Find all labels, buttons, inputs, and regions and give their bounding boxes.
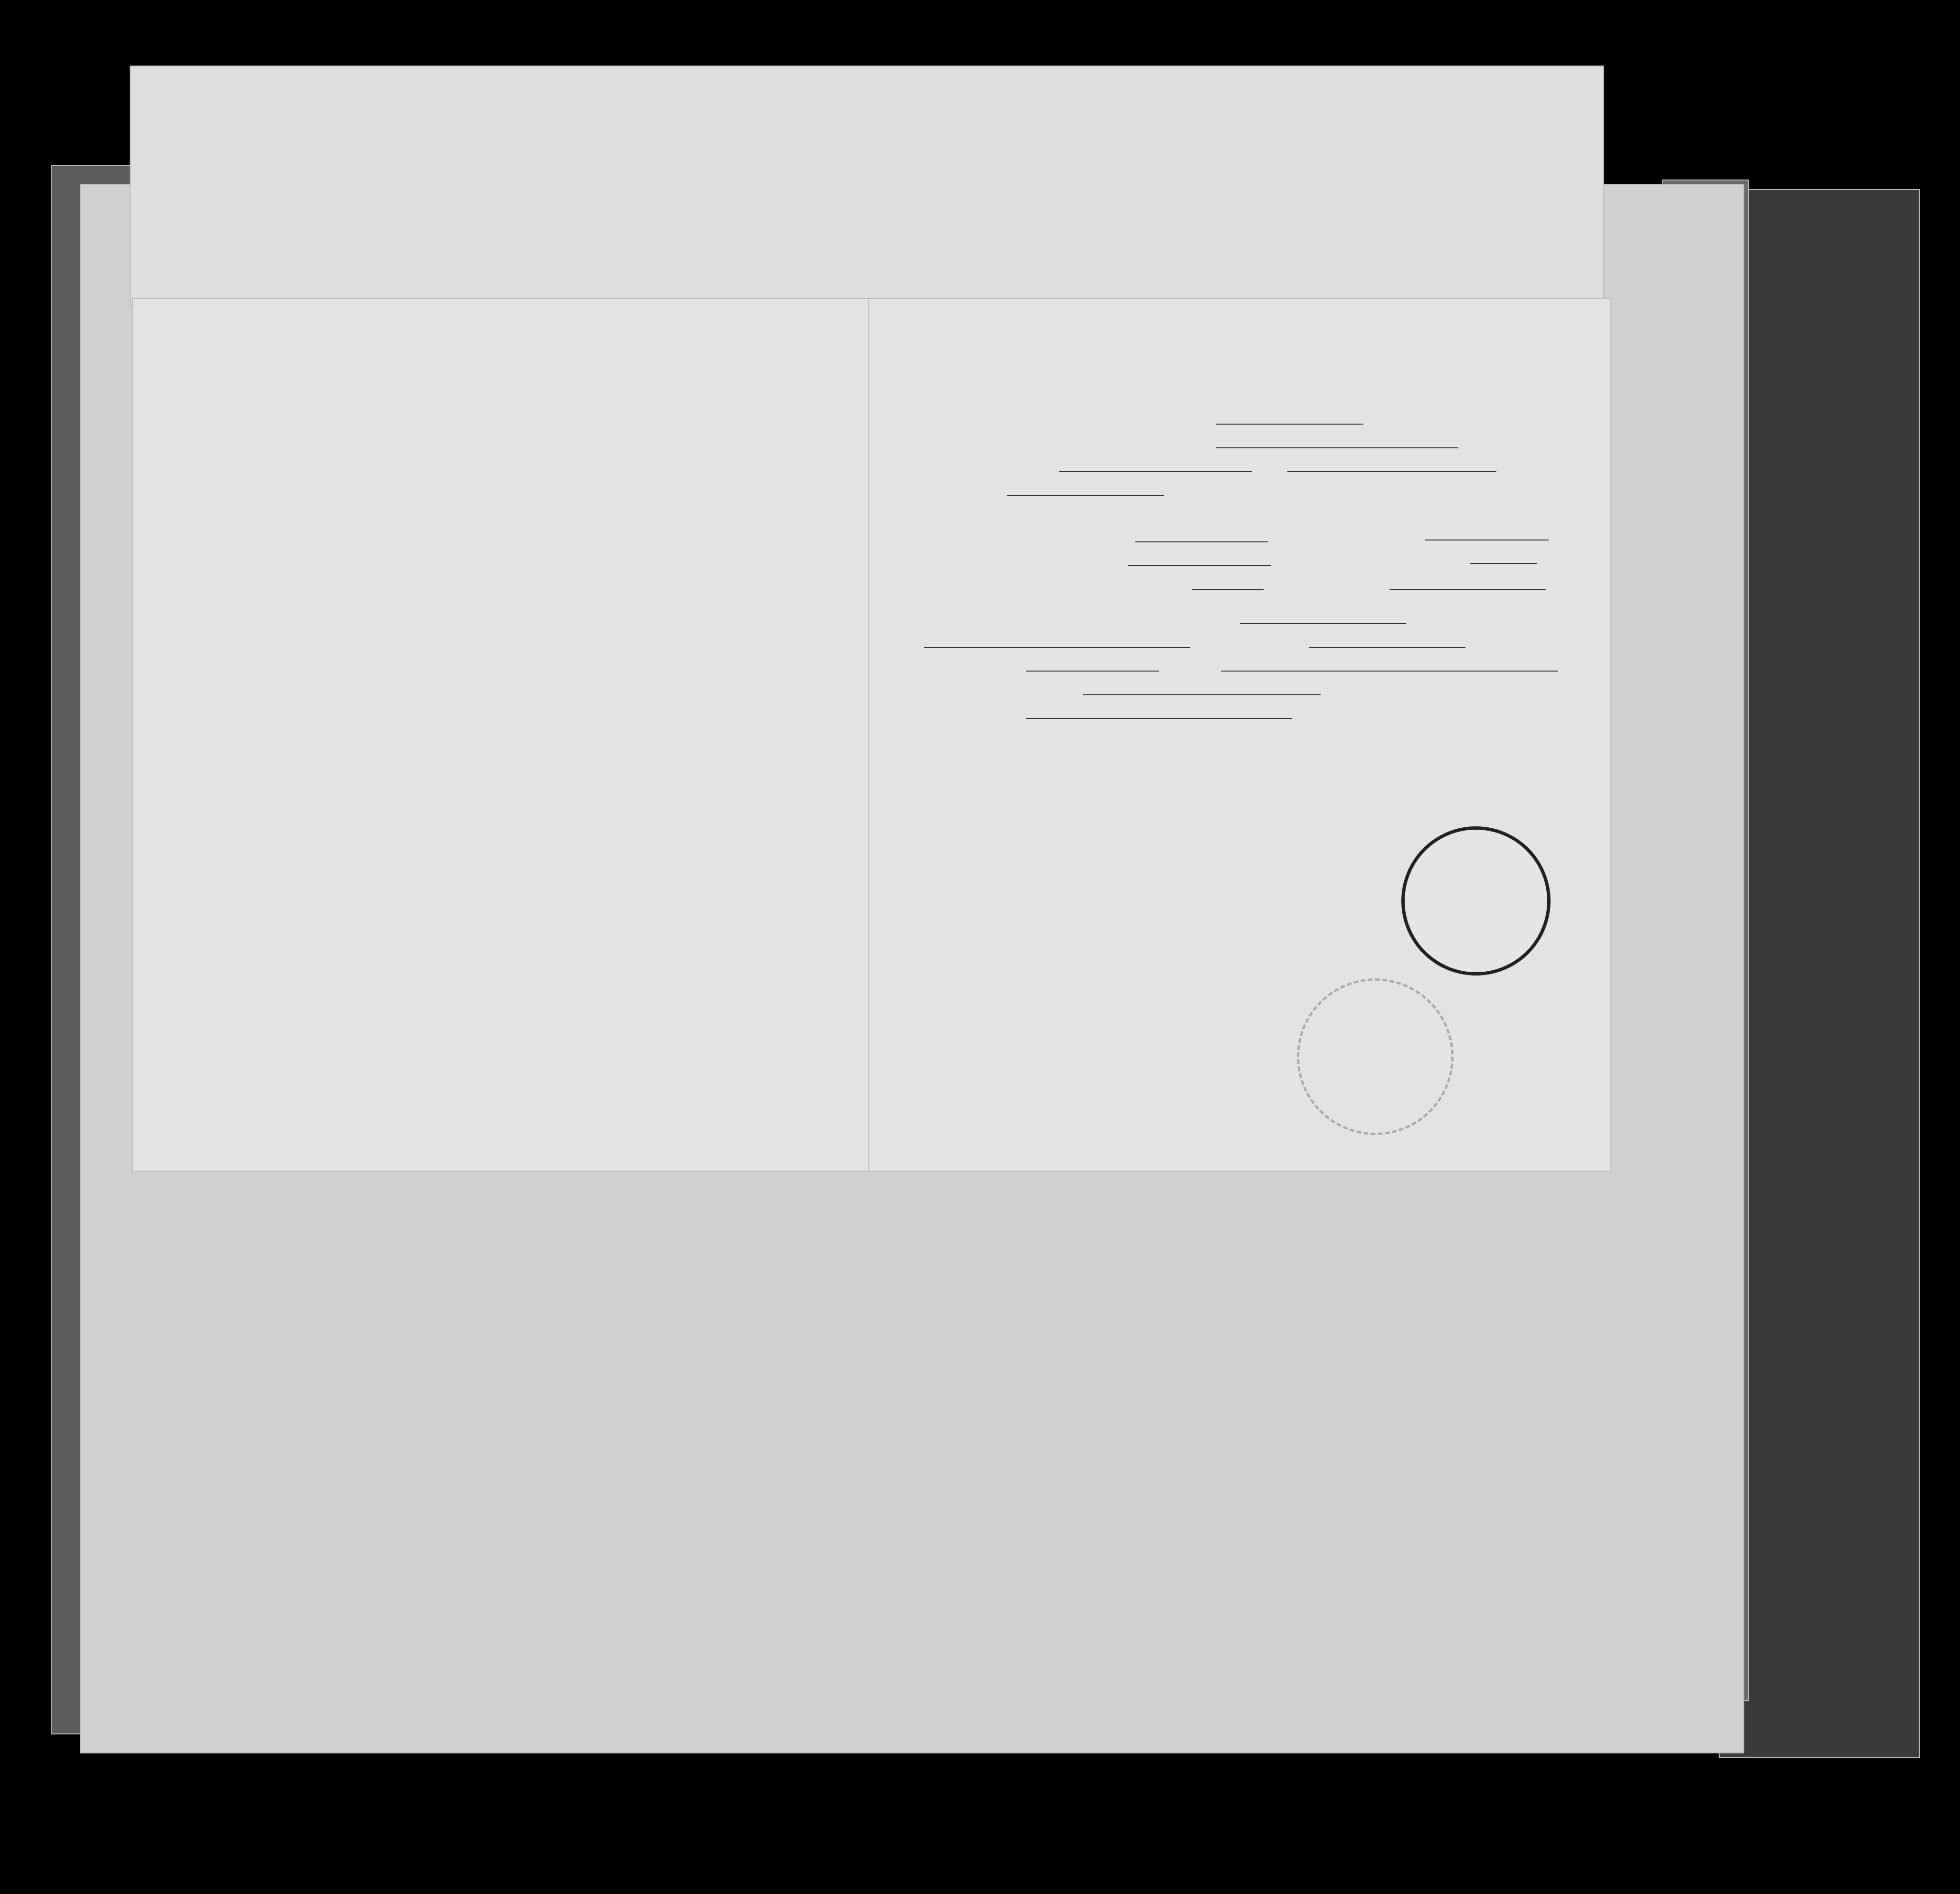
stamp-received bbox=[1419, 850, 1553, 899]
hospital-value bbox=[1470, 563, 1537, 564]
from-port-value bbox=[1007, 495, 1164, 496]
background-sheet-right bbox=[1720, 190, 1919, 1757]
discharged-value bbox=[1128, 565, 1271, 566]
total-crew-date-value bbox=[1389, 589, 1546, 590]
total-crew-arrival-value bbox=[1135, 541, 1268, 542]
nationality-value bbox=[1059, 471, 1252, 472]
left-page bbox=[133, 299, 869, 1171]
date-value bbox=[1216, 447, 1458, 448]
port-value bbox=[1216, 424, 1363, 425]
arrived-value bbox=[1240, 623, 1406, 624]
signed-on-table bbox=[185, 342, 969, 1140]
signed-on-value bbox=[1192, 589, 1264, 590]
consignee-value bbox=[924, 647, 1190, 648]
ship-name bbox=[1287, 471, 1496, 472]
faint-stamp-impression bbox=[1297, 978, 1454, 1135]
lying-value bbox=[1309, 647, 1465, 648]
sail-value bbox=[1026, 671, 1159, 672]
destination-value bbox=[1221, 671, 1558, 672]
top-flap bbox=[131, 66, 1603, 304]
right-page bbox=[869, 299, 1610, 1171]
stamp-date bbox=[1412, 868, 1546, 917]
via-value bbox=[1083, 694, 1321, 695]
voyage-value bbox=[1026, 718, 1292, 719]
